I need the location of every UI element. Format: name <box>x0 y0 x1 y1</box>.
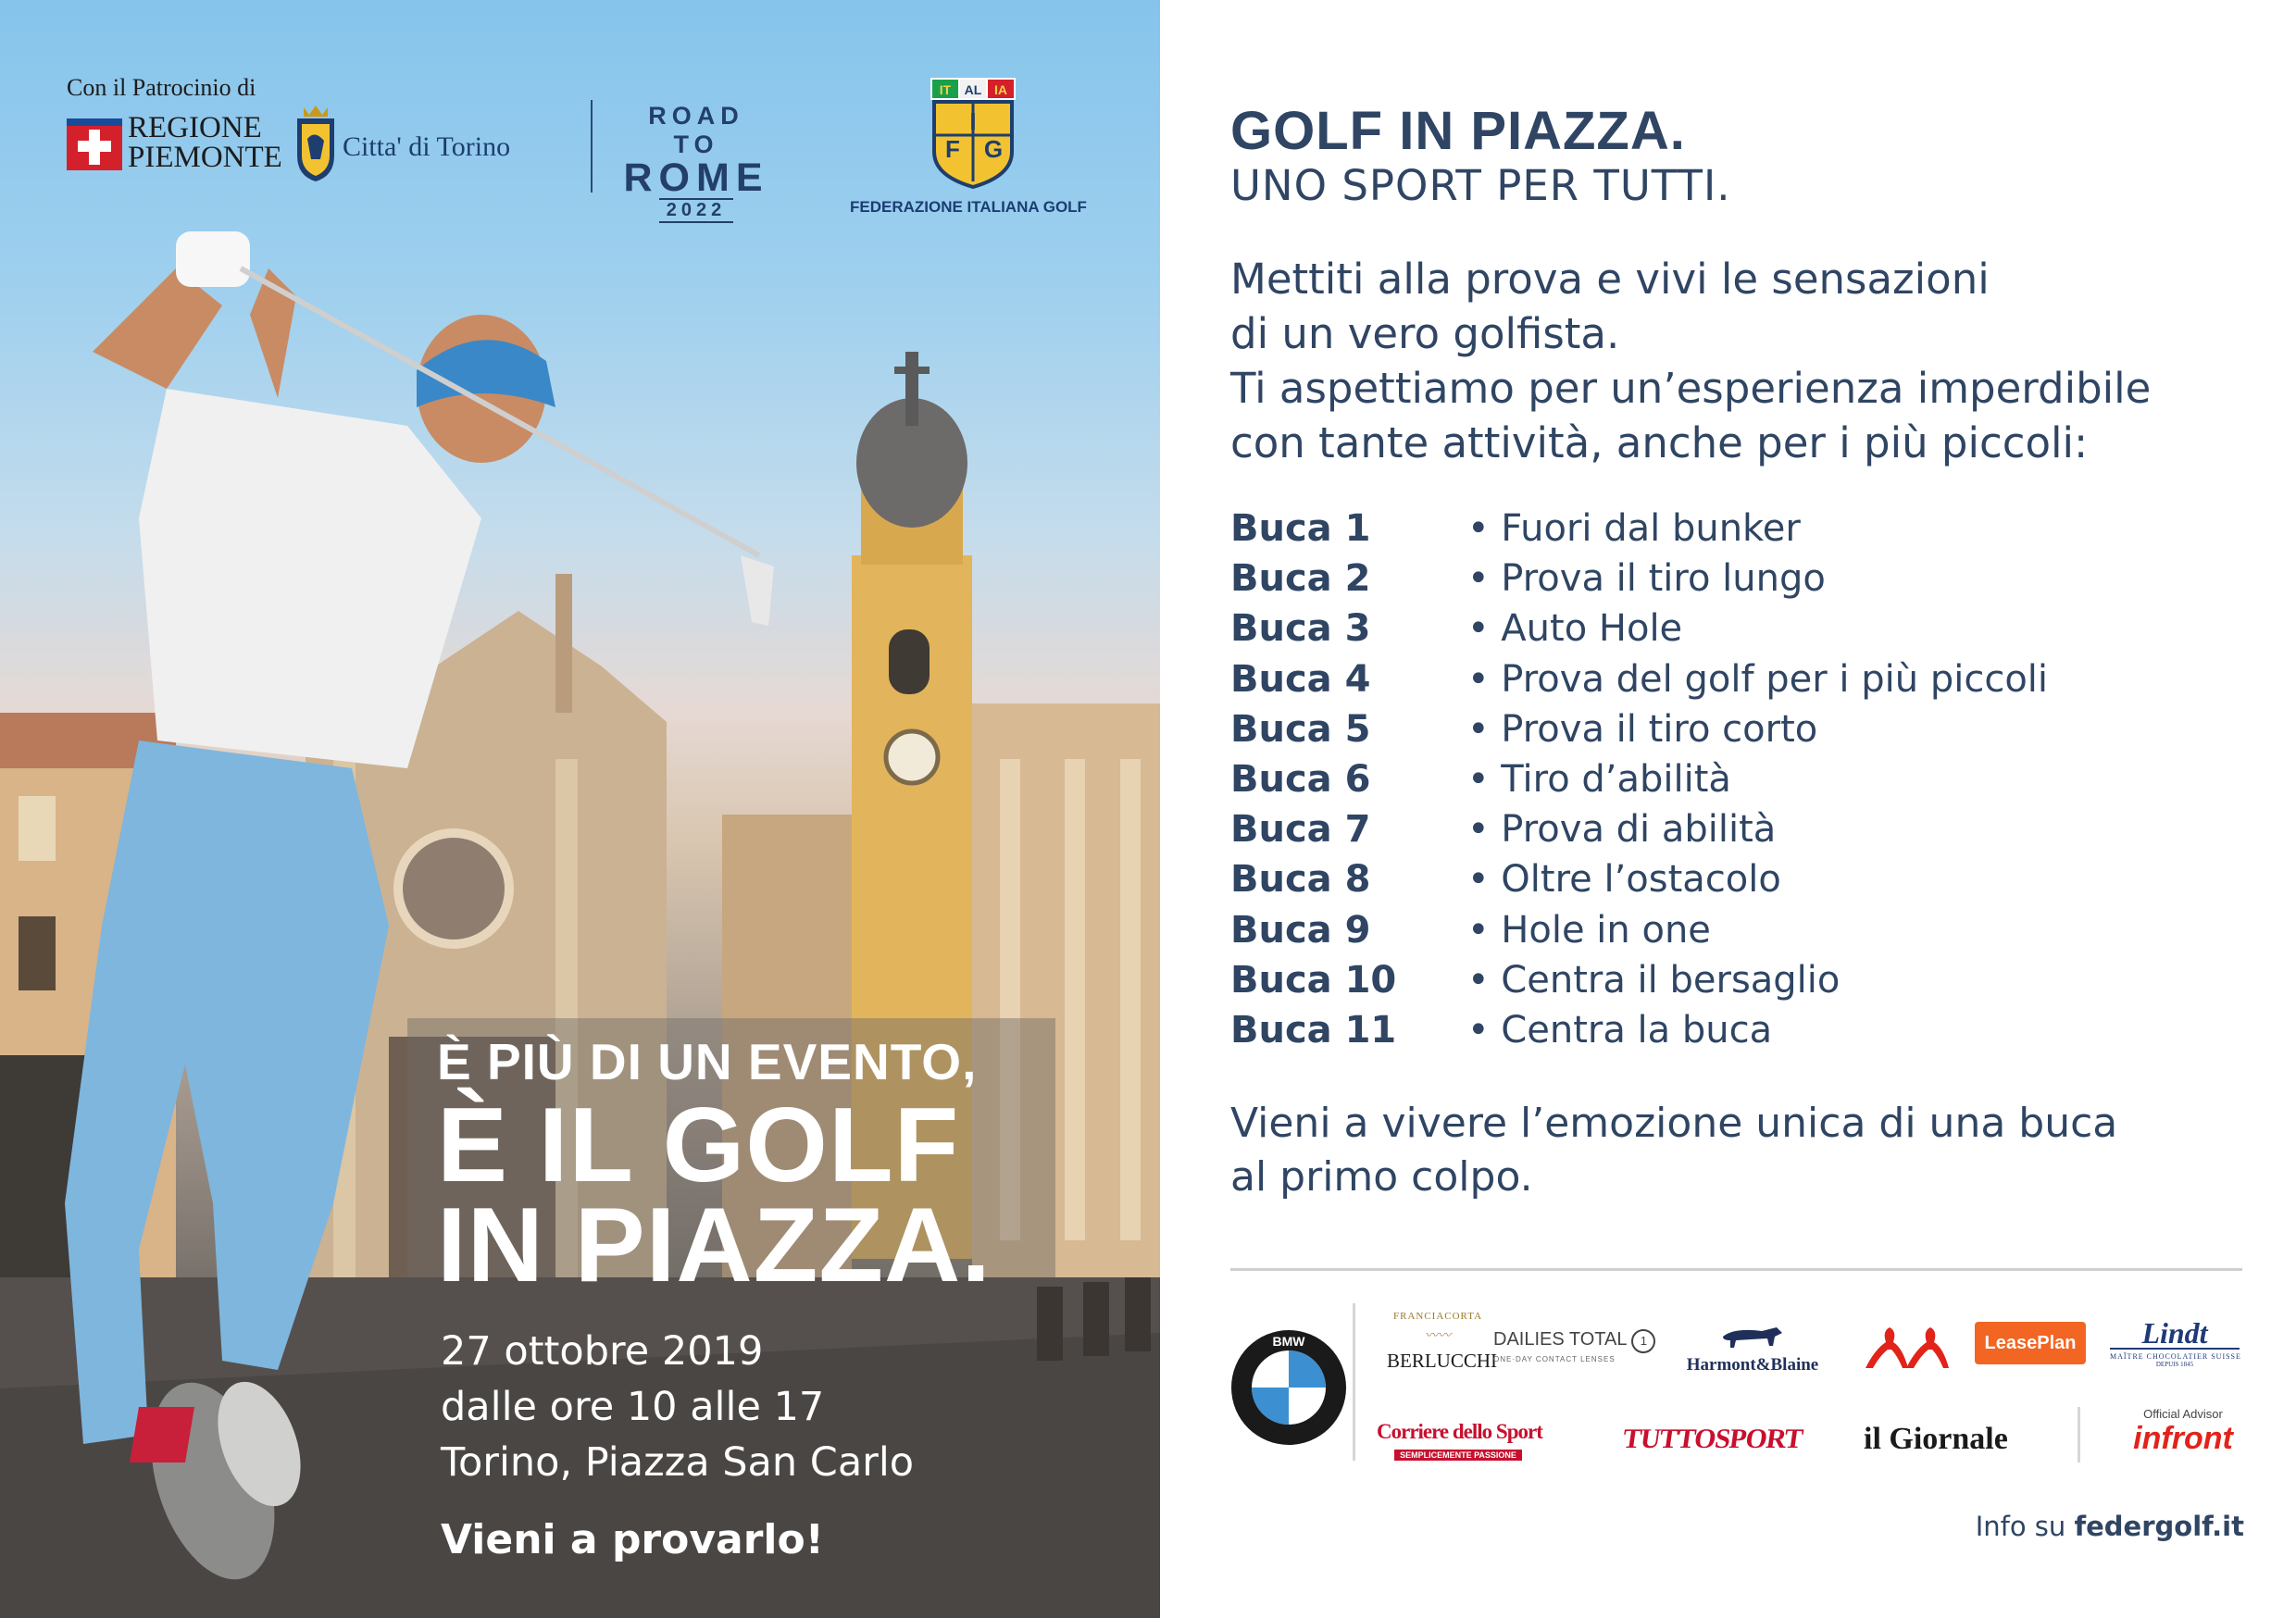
footer-info <box>1976 1511 2244 1542</box>
leaseplan-text: LeasePlan <box>1984 1333 2077 1353</box>
hole-label: Buca 7 <box>1230 808 1371 852</box>
fig-it-letters: IT <box>939 82 952 97</box>
tuttosport-logo: TUTTOSPORT <box>1620 1424 1804 1454</box>
patronage-label: Con il Patrocinio di <box>67 74 256 101</box>
poster-headline <box>437 1032 992 1304</box>
rome-text: ROME <box>623 156 769 200</box>
year-text: 2022 <box>659 198 734 223</box>
hole-label: Buca 5 <box>1230 707 1371 751</box>
page-subtitle: UNO SPORT PER TUTTI. <box>1230 161 1731 210</box>
fig-crest-icon <box>930 78 1016 189</box>
torino-shield-icon <box>294 102 337 183</box>
hole-label: Buca 1 <box>1230 507 1371 550</box>
federgolf-link[interactable]: federgolf.it <box>2074 1511 2244 1542</box>
federation-name: FEDERAZIONE ITALIANA GOLF <box>850 198 1087 216</box>
hole-activity: • Tiro d’abilità <box>1467 757 1731 801</box>
regione-text: REGIONE <box>128 111 262 144</box>
fig-ia-letters: IA <box>994 82 1007 97</box>
event-hours: dalle ore 10 alle 17 <box>441 1384 825 1430</box>
hole-label: Buca 6 <box>1230 757 1371 801</box>
corriere-text: Corriere dello Sport <box>1377 1420 1542 1443</box>
content-panel <box>1160 0 2296 1618</box>
headline-small: È PIÙ DI UN EVENTO, <box>437 1033 978 1090</box>
header-divider <box>591 100 593 193</box>
headline-big-line2: IN PIAZZA. <box>437 1187 992 1304</box>
piemonte-flag-icon <box>67 118 122 170</box>
berlucchi-top-text: FRANCIACORTA <box>1392 1311 1483 1322</box>
hole-activity: • Centra il bersaglio <box>1467 958 1841 1002</box>
road-to-rome-logo <box>622 102 770 223</box>
event-place: Torino, Piazza San Carlo <box>441 1439 915 1486</box>
road-to-text: ROAD TO <box>648 102 744 158</box>
fig-al-letters: AL <box>964 82 982 97</box>
leaseplan-logo <box>1975 1322 2086 1364</box>
bmw-logo-icon <box>1230 1329 1347 1446</box>
lindt-year-text: DEPUIS 1845 <box>2155 1361 2194 1368</box>
sponsor-divider-advisor <box>2078 1407 2080 1462</box>
hole-label: Buca 8 <box>1230 858 1371 902</box>
dailies-text: DAILIES TOTAL <box>1493 1329 1627 1350</box>
infront-text: infront <box>2133 1421 2233 1456</box>
event-info <box>441 1324 914 1568</box>
fig-g-letter: G <box>983 135 1004 163</box>
kappa-logo-icon <box>1856 1322 1958 1374</box>
hole-activity: • Hole in one <box>1467 908 1711 952</box>
hole-activity: • Prova del golf per i più piccoli <box>1467 657 2049 701</box>
hole-activity: • Prova di abilità <box>1467 808 1777 852</box>
event-cta: Vieni a provarlo! <box>441 1516 824 1563</box>
page-title: GOLF IN PIAZZA. <box>1230 101 1686 161</box>
berlucchi-text: BERLUCCHI <box>1387 1350 1498 1372</box>
harmont-text: Harmont&Blaine <box>1686 1355 1819 1375</box>
dailies-logo: DAILIES TOTAL 1 ONE·DAY CONTACT LENSES <box>1493 1329 1655 1363</box>
hole-activity: • Fuori dal bunker <box>1467 507 1801 550</box>
hole-activity: • Prova il tiro corto <box>1467 707 1818 751</box>
lindt-text: Lindt <box>2141 1316 2208 1350</box>
hole-label: Buca 10 <box>1230 958 1397 1002</box>
hole-activity: • Oltre l’ostacolo <box>1467 858 1781 902</box>
sponsors-divider <box>1230 1268 2242 1271</box>
fig-f-letter: F <box>945 135 960 163</box>
fig-i-letter: I <box>969 107 977 135</box>
hole-label: Buca 2 <box>1230 557 1371 601</box>
corriere-sub-text: SEMPLICEMENTE PASSIONE <box>1394 1450 1522 1461</box>
harmont-blaine-logo <box>1678 1320 1827 1375</box>
bmw-letters: BMW <box>1272 1334 1305 1349</box>
sponsor-divider <box>1353 1303 1355 1461</box>
hole-label: Buca 4 <box>1230 657 1371 701</box>
berlucchi-logo: FRANCIACORTA 〰〰 BERLUCCHI <box>1387 1311 1498 1372</box>
lindt-sub-text: MAÎTRE CHOCOLATIER SUISSE <box>2110 1348 2240 1361</box>
hole-activity: • Centra la buca <box>1467 1008 1773 1052</box>
lindt-logo <box>2110 1318 2240 1368</box>
outro-paragraph: Vieni a vivere l’emozione unica di una buca al primo colpo. <box>1230 1100 2118 1201</box>
il-giornale-logo: il Giornale <box>1864 1422 2008 1456</box>
hole-activity: • Auto Hole <box>1467 607 1683 651</box>
advisor-label: Official Advisor <box>2143 1407 2223 1421</box>
hole-label: Buca 9 <box>1230 908 1371 952</box>
dailies-sub-text: ONE·DAY CONTACT LENSES <box>1493 1355 1616 1363</box>
dachshund-icon <box>1716 1320 1790 1351</box>
headline-big-line1: È IL GOLF <box>437 1087 960 1204</box>
intro-paragraph: Mettiti alla prova e vivi le sensazioni di un vero golfista. Ti aspettiamo per un’esperienza imperdibile con tante attività, anche per i più piccoli: <box>1230 255 2152 467</box>
hole-label: Buca 3 <box>1230 607 1371 651</box>
hole-label: Buca 11 <box>1230 1008 1397 1052</box>
infront-logo <box>2123 1407 2243 1456</box>
hole-activity: • Prova il tiro lungo <box>1467 557 1826 601</box>
info-prefix: Info su <box>1975 1511 2066 1542</box>
event-date: 27 ottobre 2019 <box>441 1328 764 1375</box>
citta-text: Citta' di Torino <box>343 131 511 162</box>
corriere-dello-sport-logo <box>1377 1420 1540 1462</box>
piemonte-text: PIEMONTE <box>128 141 282 174</box>
